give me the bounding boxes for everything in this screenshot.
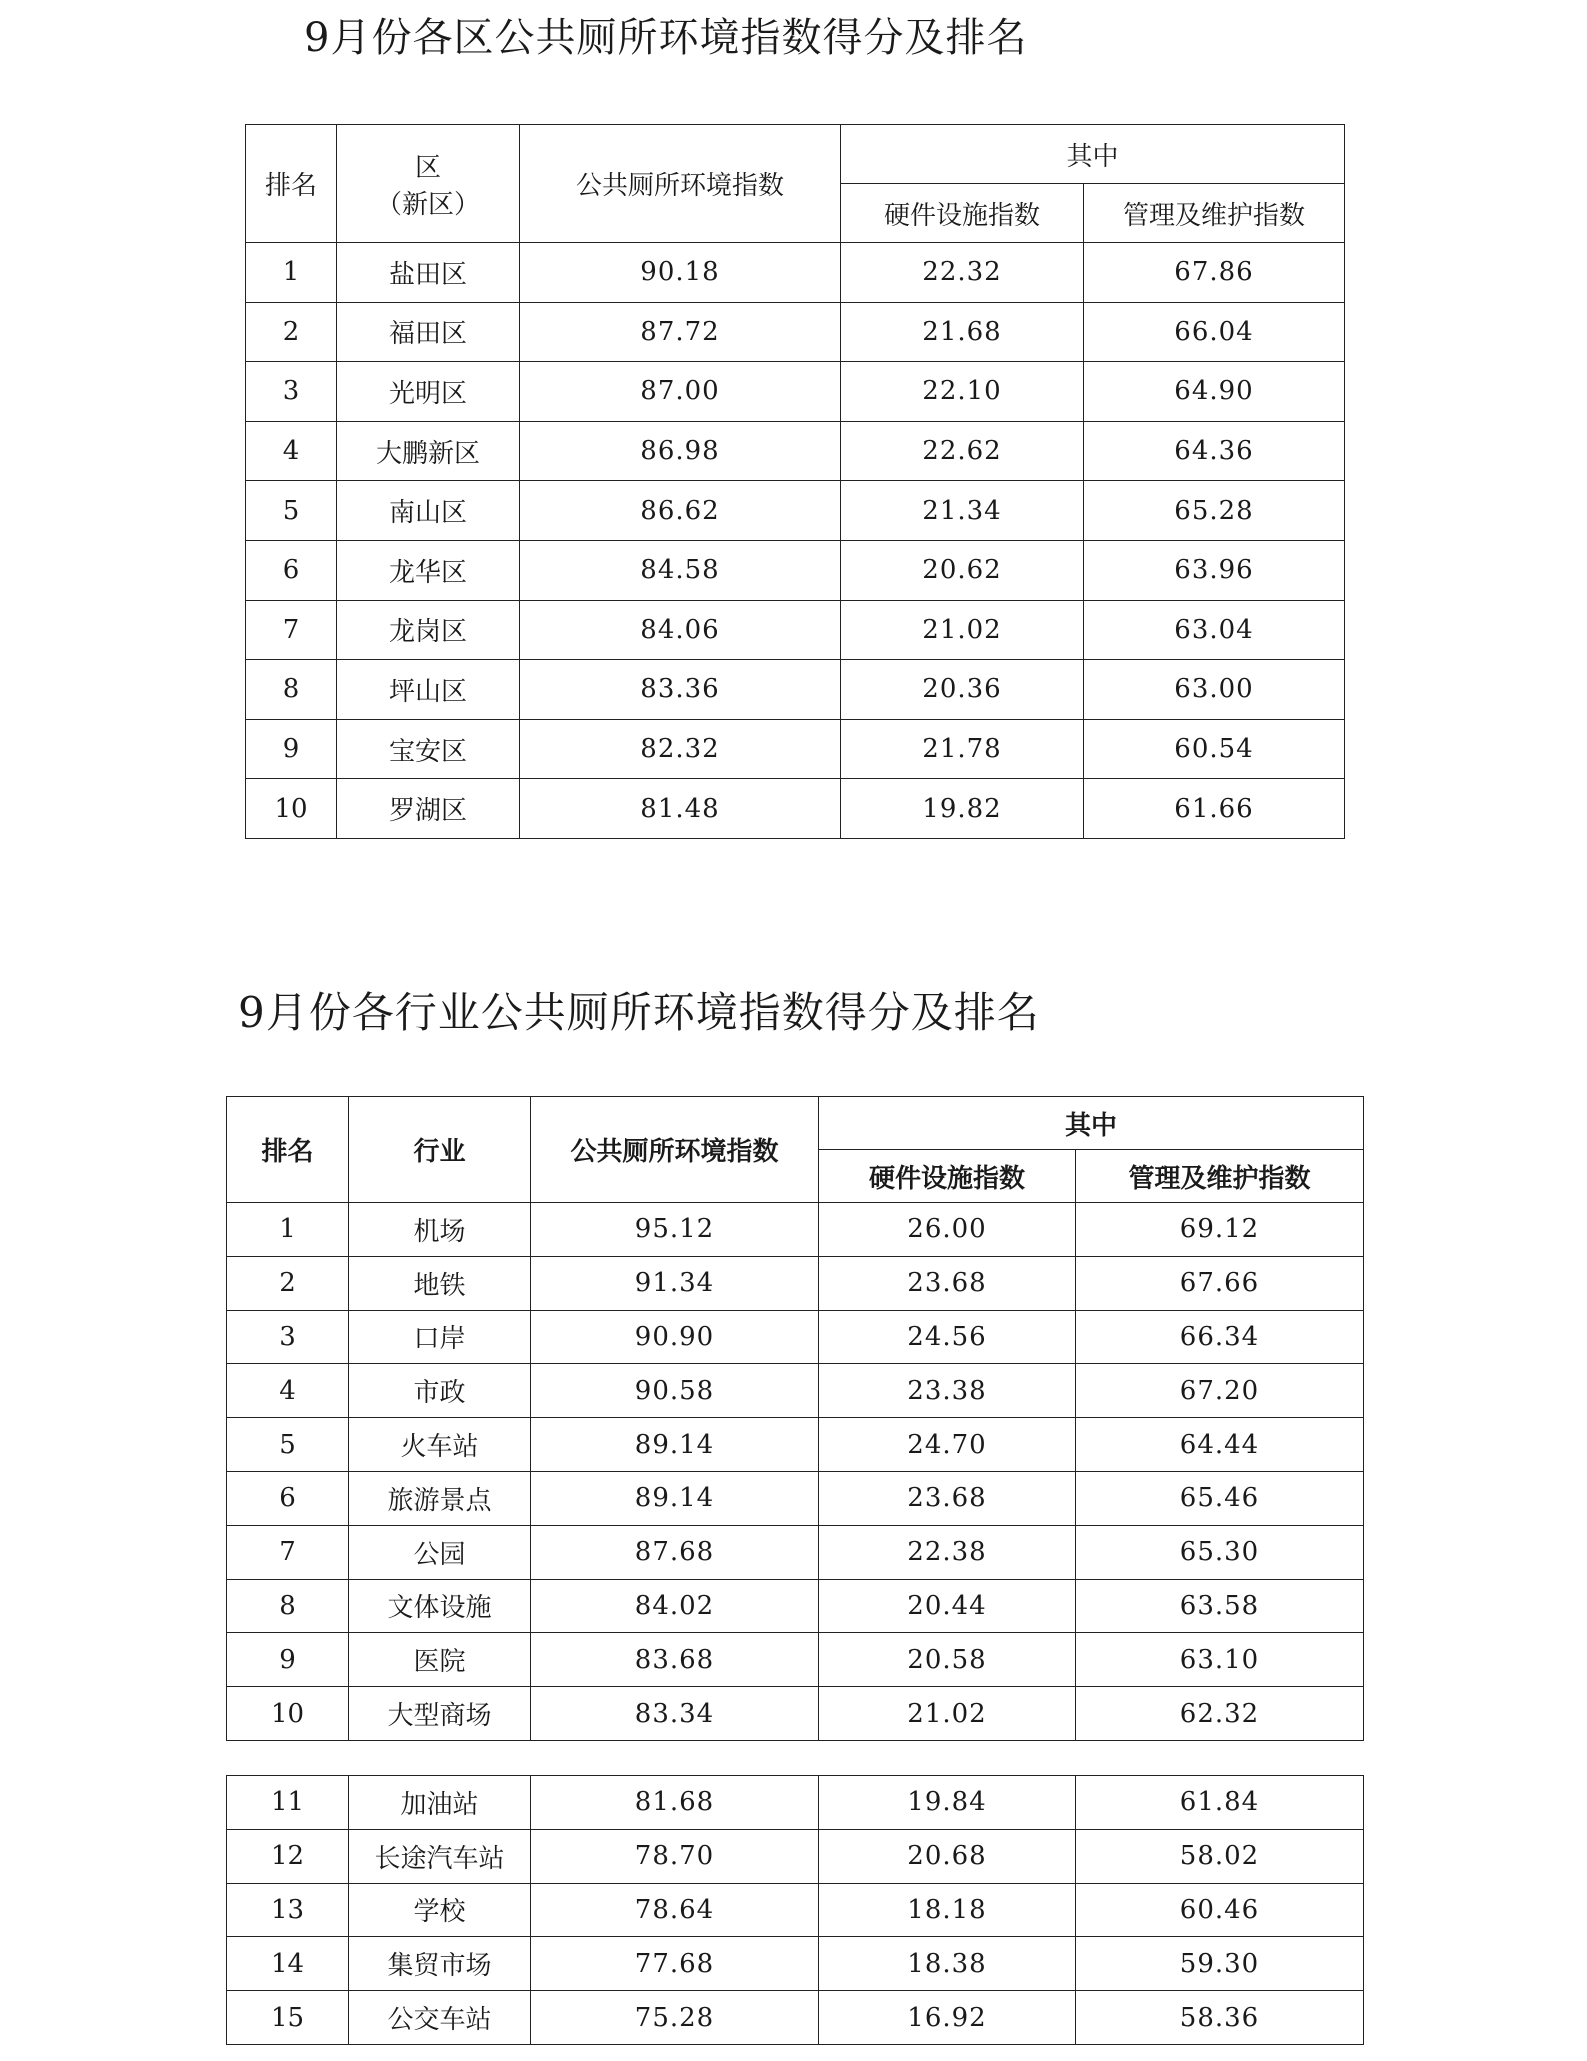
rank-cell: 2 <box>246 302 337 362</box>
header-industry: 行业 <box>349 1097 531 1203</box>
management-cell: 64.90 <box>1084 362 1345 422</box>
name-cell: 公交车站 <box>349 1991 531 2045</box>
rank-cell: 7 <box>246 600 337 660</box>
index-cell: 83.68 <box>531 1633 819 1687</box>
management-cell: 67.20 <box>1076 1364 1364 1418</box>
table-row <box>246 421 1345 481</box>
management-cell: 61.66 <box>1084 779 1345 839</box>
index-cell: 95.12 <box>531 1203 819 1257</box>
hardware-cell: 21.78 <box>841 719 1084 779</box>
index-cell: 84.02 <box>531 1579 819 1633</box>
header-management: 管理及维护指数 <box>1076 1150 1364 1203</box>
rank-cell: 9 <box>227 1633 349 1687</box>
name-cell: 龙岗区 <box>337 600 520 660</box>
district-ranking-table <box>245 124 1345 839</box>
rank-cell: 1 <box>246 243 337 303</box>
rank-cell: 8 <box>227 1579 349 1633</box>
management-cell: 60.54 <box>1084 719 1345 779</box>
hardware-cell: 23.68 <box>819 1256 1076 1310</box>
hardware-cell: 18.38 <box>819 1937 1076 1991</box>
rank-cell: 10 <box>246 779 337 839</box>
table-row <box>227 1471 1364 1525</box>
name-cell: 市政 <box>349 1364 531 1418</box>
header-index: 公共厕所环境指数 <box>531 1097 819 1203</box>
name-cell: 加油站 <box>349 1776 531 1830</box>
table-row <box>227 1579 1364 1633</box>
table-row <box>246 540 1345 600</box>
index-cell: 90.18 <box>520 243 841 303</box>
hardware-cell: 26.00 <box>819 1203 1076 1257</box>
name-cell: 集贸市场 <box>349 1937 531 1991</box>
index-cell: 77.68 <box>531 1937 819 1991</box>
header-rank: 排名 <box>227 1097 349 1203</box>
management-cell: 63.10 <box>1076 1633 1364 1687</box>
name-cell: 大型商场 <box>349 1687 531 1741</box>
table-row <box>246 362 1345 422</box>
index-cell: 84.58 <box>520 540 841 600</box>
name-cell: 龙华区 <box>337 540 520 600</box>
index-cell: 81.48 <box>520 779 841 839</box>
management-cell: 64.36 <box>1084 421 1345 481</box>
name-cell: 福田区 <box>337 302 520 362</box>
table-row <box>227 1310 1364 1364</box>
name-cell: 口岸 <box>349 1310 531 1364</box>
hardware-cell: 19.82 <box>841 779 1084 839</box>
hardware-cell: 24.70 <box>819 1418 1076 1472</box>
header-of-which: 其中 <box>841 125 1345 184</box>
management-cell: 64.44 <box>1076 1418 1364 1472</box>
rank-cell: 9 <box>246 719 337 779</box>
management-cell: 58.36 <box>1076 1991 1364 2045</box>
index-cell: 89.14 <box>531 1471 819 1525</box>
management-cell: 63.96 <box>1084 540 1345 600</box>
rank-cell: 4 <box>227 1364 349 1418</box>
table-row <box>227 1364 1364 1418</box>
rank-cell: 6 <box>227 1471 349 1525</box>
index-cell: 81.68 <box>531 1776 819 1830</box>
name-cell: 旅游景点 <box>349 1471 531 1525</box>
name-cell: 学校 <box>349 1883 531 1937</box>
management-cell: 69.12 <box>1076 1203 1364 1257</box>
hardware-cell: 20.62 <box>841 540 1084 600</box>
index-cell: 83.36 <box>520 660 841 720</box>
index-cell: 78.64 <box>531 1883 819 1937</box>
header-hardware: 硬件设施指数 <box>841 184 1084 243</box>
industry-table-body-continued <box>227 1776 1364 2045</box>
table-row <box>227 1418 1364 1472</box>
hardware-cell: 20.36 <box>841 660 1084 720</box>
index-cell: 87.00 <box>520 362 841 422</box>
hardware-cell: 23.68 <box>819 1471 1076 1525</box>
table-row <box>246 243 1345 303</box>
management-cell: 66.04 <box>1084 302 1345 362</box>
header-management: 管理及维护指数 <box>1084 184 1345 243</box>
district-table-title: 9月份各区公共厕所环境指数得分及排名 <box>304 15 1028 61</box>
name-cell: 公园 <box>349 1525 531 1579</box>
management-cell: 63.58 <box>1076 1579 1364 1633</box>
header-district <box>337 125 520 243</box>
hardware-cell: 22.62 <box>841 421 1084 481</box>
table-row <box>227 1883 1364 1937</box>
hardware-cell: 21.34 <box>841 481 1084 541</box>
rank-cell: 11 <box>227 1776 349 1830</box>
name-cell: 机场 <box>349 1203 531 1257</box>
name-cell: 光明区 <box>337 362 520 422</box>
name-cell: 南山区 <box>337 481 520 541</box>
hardware-cell: 22.32 <box>841 243 1084 303</box>
management-cell: 65.28 <box>1084 481 1345 541</box>
index-cell: 83.34 <box>531 1687 819 1741</box>
rank-cell: 8 <box>246 660 337 720</box>
name-cell: 宝安区 <box>337 719 520 779</box>
index-cell: 90.58 <box>531 1364 819 1418</box>
rank-cell: 15 <box>227 1991 349 2045</box>
management-cell: 59.30 <box>1076 1937 1364 1991</box>
rank-cell: 6 <box>246 540 337 600</box>
rank-cell: 5 <box>227 1418 349 1472</box>
rank-cell: 4 <box>246 421 337 481</box>
management-cell: 60.46 <box>1076 1883 1364 1937</box>
management-cell: 67.86 <box>1084 243 1345 303</box>
management-cell: 67.66 <box>1076 1256 1364 1310</box>
hardware-cell: 23.38 <box>819 1364 1076 1418</box>
rank-cell: 3 <box>246 362 337 422</box>
name-cell: 盐田区 <box>337 243 520 303</box>
index-cell: 86.98 <box>520 421 841 481</box>
management-cell: 66.34 <box>1076 1310 1364 1364</box>
index-cell: 91.34 <box>531 1256 819 1310</box>
hardware-cell: 21.68 <box>841 302 1084 362</box>
management-cell: 61.84 <box>1076 1776 1364 1830</box>
index-cell: 90.90 <box>531 1310 819 1364</box>
hardware-cell: 18.18 <box>819 1883 1076 1937</box>
rank-cell: 13 <box>227 1883 349 1937</box>
industry-table-title: 9月份各行业公共厕所环境指数得分及排名 <box>238 988 1040 1037</box>
header-rank: 排名 <box>246 125 337 243</box>
hardware-cell: 21.02 <box>841 600 1084 660</box>
management-cell: 58.02 <box>1076 1829 1364 1883</box>
name-cell: 地铁 <box>349 1256 531 1310</box>
table-row <box>246 600 1345 660</box>
hardware-cell: 24.56 <box>819 1310 1076 1364</box>
index-cell: 89.14 <box>531 1418 819 1472</box>
index-cell: 86.62 <box>520 481 841 541</box>
rank-cell: 10 <box>227 1687 349 1741</box>
header-district-line2: （新区） <box>375 189 480 220</box>
header-hardware: 硬件设施指数 <box>819 1150 1076 1203</box>
management-cell: 65.46 <box>1076 1471 1364 1525</box>
hardware-cell: 16.92 <box>819 1991 1076 2045</box>
name-cell: 火车站 <box>349 1418 531 1472</box>
name-cell: 文体设施 <box>349 1579 531 1633</box>
industry-ranking-table <box>226 1096 1364 1741</box>
table-row <box>227 1525 1364 1579</box>
name-cell: 医院 <box>349 1633 531 1687</box>
header-district-line1: 区 <box>414 152 441 183</box>
hardware-cell: 22.10 <box>841 362 1084 422</box>
table-row <box>246 481 1345 541</box>
table-row <box>227 1776 1364 1830</box>
table-row <box>246 779 1345 839</box>
management-cell: 63.00 <box>1084 660 1345 720</box>
index-cell: 78.70 <box>531 1829 819 1883</box>
hardware-cell: 22.38 <box>819 1525 1076 1579</box>
index-cell: 82.32 <box>520 719 841 779</box>
table-row <box>227 1633 1364 1687</box>
hardware-cell: 19.84 <box>819 1776 1076 1830</box>
table-row <box>227 1256 1364 1310</box>
hardware-cell: 20.68 <box>819 1829 1076 1883</box>
hardware-cell: 20.58 <box>819 1633 1076 1687</box>
name-cell: 大鹏新区 <box>337 421 520 481</box>
rank-cell: 7 <box>227 1525 349 1579</box>
table-row <box>227 1829 1364 1883</box>
rank-cell: 12 <box>227 1829 349 1883</box>
hardware-cell: 20.44 <box>819 1579 1076 1633</box>
management-cell: 63.04 <box>1084 600 1345 660</box>
index-cell: 87.68 <box>531 1525 819 1579</box>
district-table-body <box>246 243 1345 839</box>
header-index: 公共厕所环境指数 <box>520 125 841 243</box>
header-of-which: 其中 <box>819 1097 1364 1150</box>
rank-cell: 5 <box>246 481 337 541</box>
hardware-cell: 21.02 <box>819 1687 1076 1741</box>
management-cell: 65.30 <box>1076 1525 1364 1579</box>
rank-cell: 3 <box>227 1310 349 1364</box>
table-row <box>246 719 1345 779</box>
table-row <box>227 1687 1364 1741</box>
table-row <box>246 302 1345 362</box>
rank-cell: 2 <box>227 1256 349 1310</box>
index-cell: 75.28 <box>531 1991 819 2045</box>
name-cell: 长途汽车站 <box>349 1829 531 1883</box>
name-cell: 坪山区 <box>337 660 520 720</box>
table-row <box>227 1203 1364 1257</box>
name-cell: 罗湖区 <box>337 779 520 839</box>
index-cell: 84.06 <box>520 600 841 660</box>
table-row <box>227 1991 1364 2045</box>
industry-table-body <box>227 1203 1364 1741</box>
table-row <box>227 1937 1364 1991</box>
rank-cell: 14 <box>227 1937 349 1991</box>
industry-ranking-table-continued <box>226 1775 1364 2045</box>
rank-cell: 1 <box>227 1203 349 1257</box>
management-cell: 62.32 <box>1076 1687 1364 1741</box>
index-cell: 87.72 <box>520 302 841 362</box>
table-row <box>246 660 1345 720</box>
